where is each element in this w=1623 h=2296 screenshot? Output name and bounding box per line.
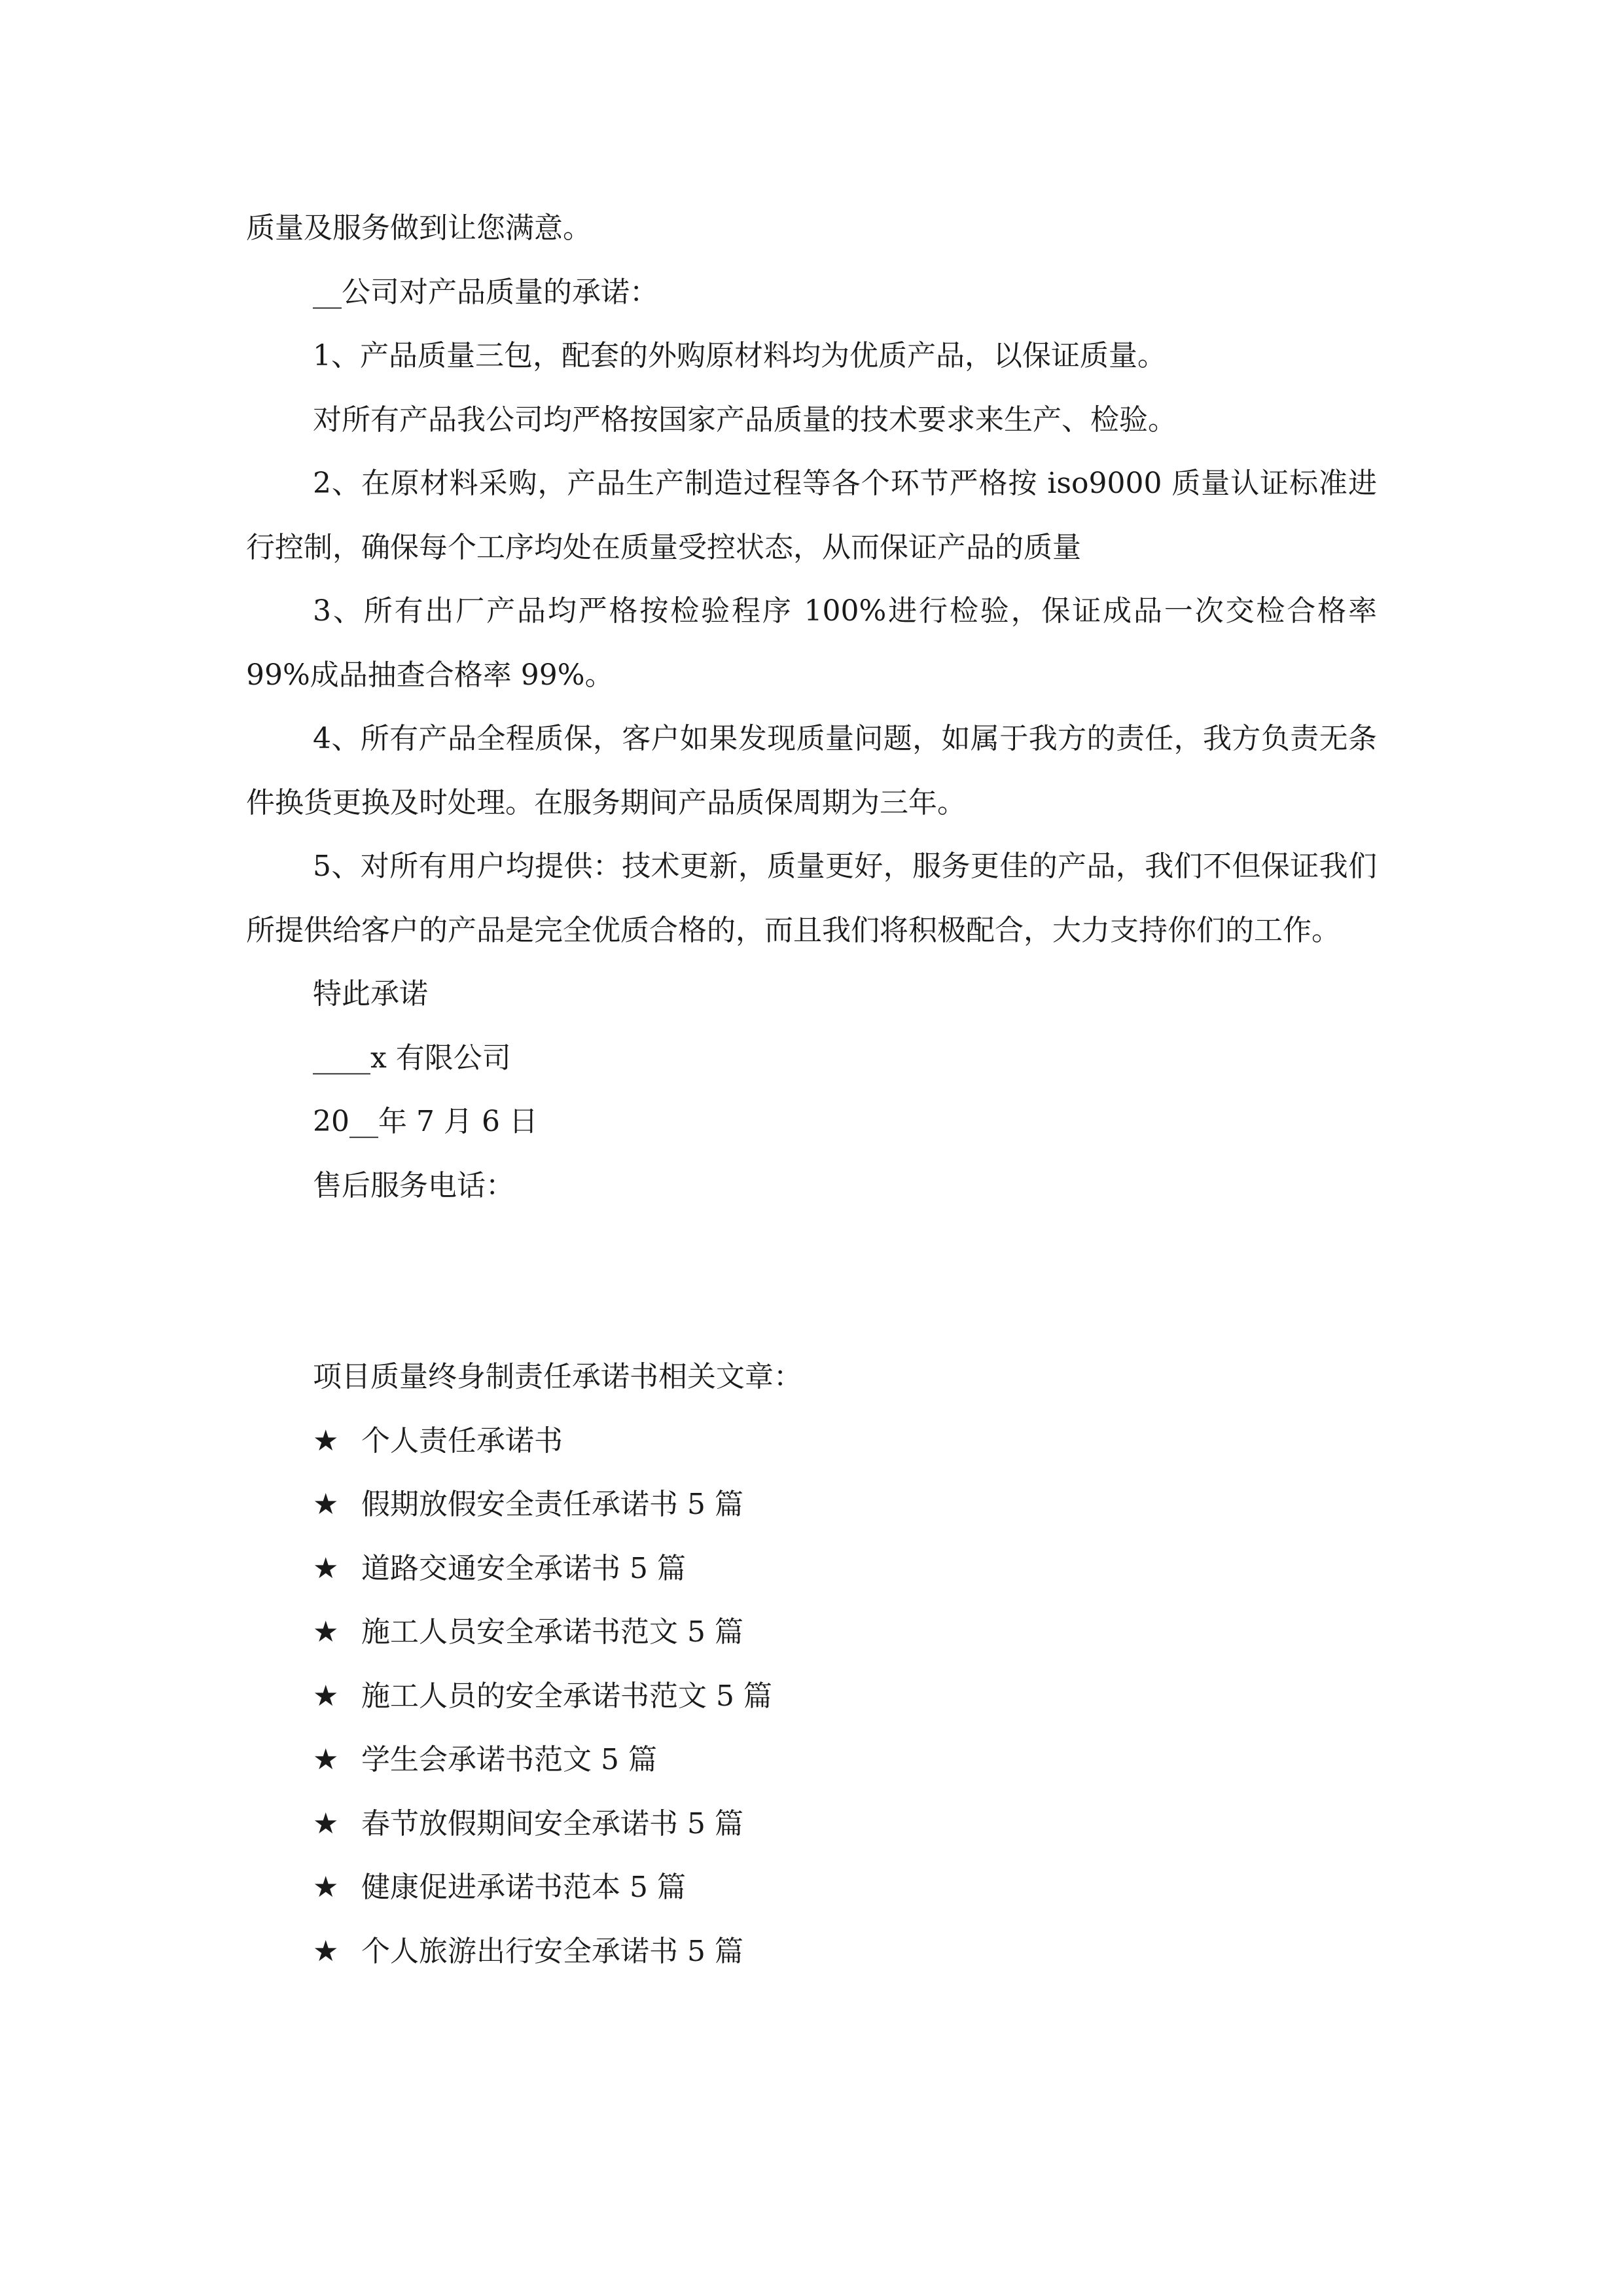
paragraph-item-4: 4、所有产品全程质保，客户如果发现质量问题，如属于我方的责任，我方负责无条件换货更换及时处理。在服务期间产品质保周期为三年。 — [246, 722, 1377, 819]
related-link[interactable] — [313, 1856, 1377, 1920]
paragraph-continuation: 质量及服务做到让您满意。 — [246, 211, 592, 245]
related-link[interactable] — [313, 1792, 1377, 1856]
related-link[interactable] — [313, 1920, 1377, 1984]
paragraph-item-5: 5、对所有用户均提供：技术更新，质量更好，服务更佳的产品，我们不但保证我们所提供给客户的产品是完全优质合格的，而且我们将积极配合，大力支持你们的工作。 — [246, 850, 1377, 947]
document-body — [246, 196, 1377, 1983]
related-link-label: 施工人员安全承诺书范文 5 篇 — [361, 1615, 743, 1649]
closing-statement: 特此承诺 — [313, 977, 428, 1011]
star-icon: ★ — [313, 1679, 339, 1713]
related-link-label: 学生会承诺书范文 5 篇 — [361, 1743, 657, 1776]
paragraph-item-3: 3、所有出厂产品均严格按检验程序 100%进行检验，保证成品一次交检合格率 99%成品抽查合格率 99%。 — [246, 594, 1377, 692]
related-link[interactable] — [313, 1664, 1377, 1729]
company-name: ____x 有限公司 — [313, 1041, 511, 1075]
star-icon: ★ — [313, 1424, 339, 1458]
star-icon: ★ — [313, 1615, 339, 1649]
related-link[interactable] — [313, 1473, 1377, 1537]
star-icon: ★ — [313, 1934, 339, 1968]
paragraph-commitment-heading: __公司对产品质量的承诺： — [313, 275, 658, 309]
service-hotline: 售后服务电话： — [313, 1168, 514, 1202]
related-link-label: 个人责任承诺书 — [361, 1424, 563, 1458]
related-link[interactable] — [313, 1728, 1377, 1792]
related-articles — [246, 1345, 1377, 1983]
related-link[interactable] — [313, 1600, 1377, 1664]
star-icon: ★ — [313, 1488, 339, 1521]
related-link-label: 假期放假安全责任承诺书 5 篇 — [361, 1488, 743, 1521]
star-icon: ★ — [313, 1551, 339, 1585]
star-icon: ★ — [313, 1743, 339, 1776]
related-link-label: 道路交通安全承诺书 5 篇 — [361, 1551, 686, 1585]
related-link-label: 春节放假期间安全承诺书 5 篇 — [361, 1806, 743, 1840]
star-icon: ★ — [313, 1806, 339, 1840]
related-link-label: 施工人员的安全承诺书范文 5 篇 — [361, 1679, 772, 1713]
related-link-label: 个人旅游出行安全承诺书 5 篇 — [361, 1934, 743, 1968]
related-link-label: 健康促进承诺书范本 5 篇 — [361, 1871, 686, 1904]
star-icon: ★ — [313, 1871, 339, 1904]
paragraph-item-1: 1、产品质量三包，配套的外购原材料均为优质产品，以保证质量。 — [313, 339, 1166, 372]
related-heading: 项目质量终身制责任承诺书相关文章： — [313, 1360, 802, 1393]
related-link[interactable] — [313, 1537, 1377, 1601]
signature-date: 20__年 7 月 6 日 — [313, 1105, 538, 1138]
paragraph-standards: 对所有产品我公司均严格按国家产品质量的技术要求来生产、检验。 — [313, 403, 1177, 437]
related-link[interactable] — [313, 1409, 1377, 1473]
paragraph-item-2: 2、在原材料采购，产品生产制造过程等各个环节严格按 iso9000 质量认证标准进行控制，确保每个工序均处在质量受控状态，从而保证产品的质量 — [246, 467, 1377, 564]
section-spacer — [246, 1217, 1377, 1345]
